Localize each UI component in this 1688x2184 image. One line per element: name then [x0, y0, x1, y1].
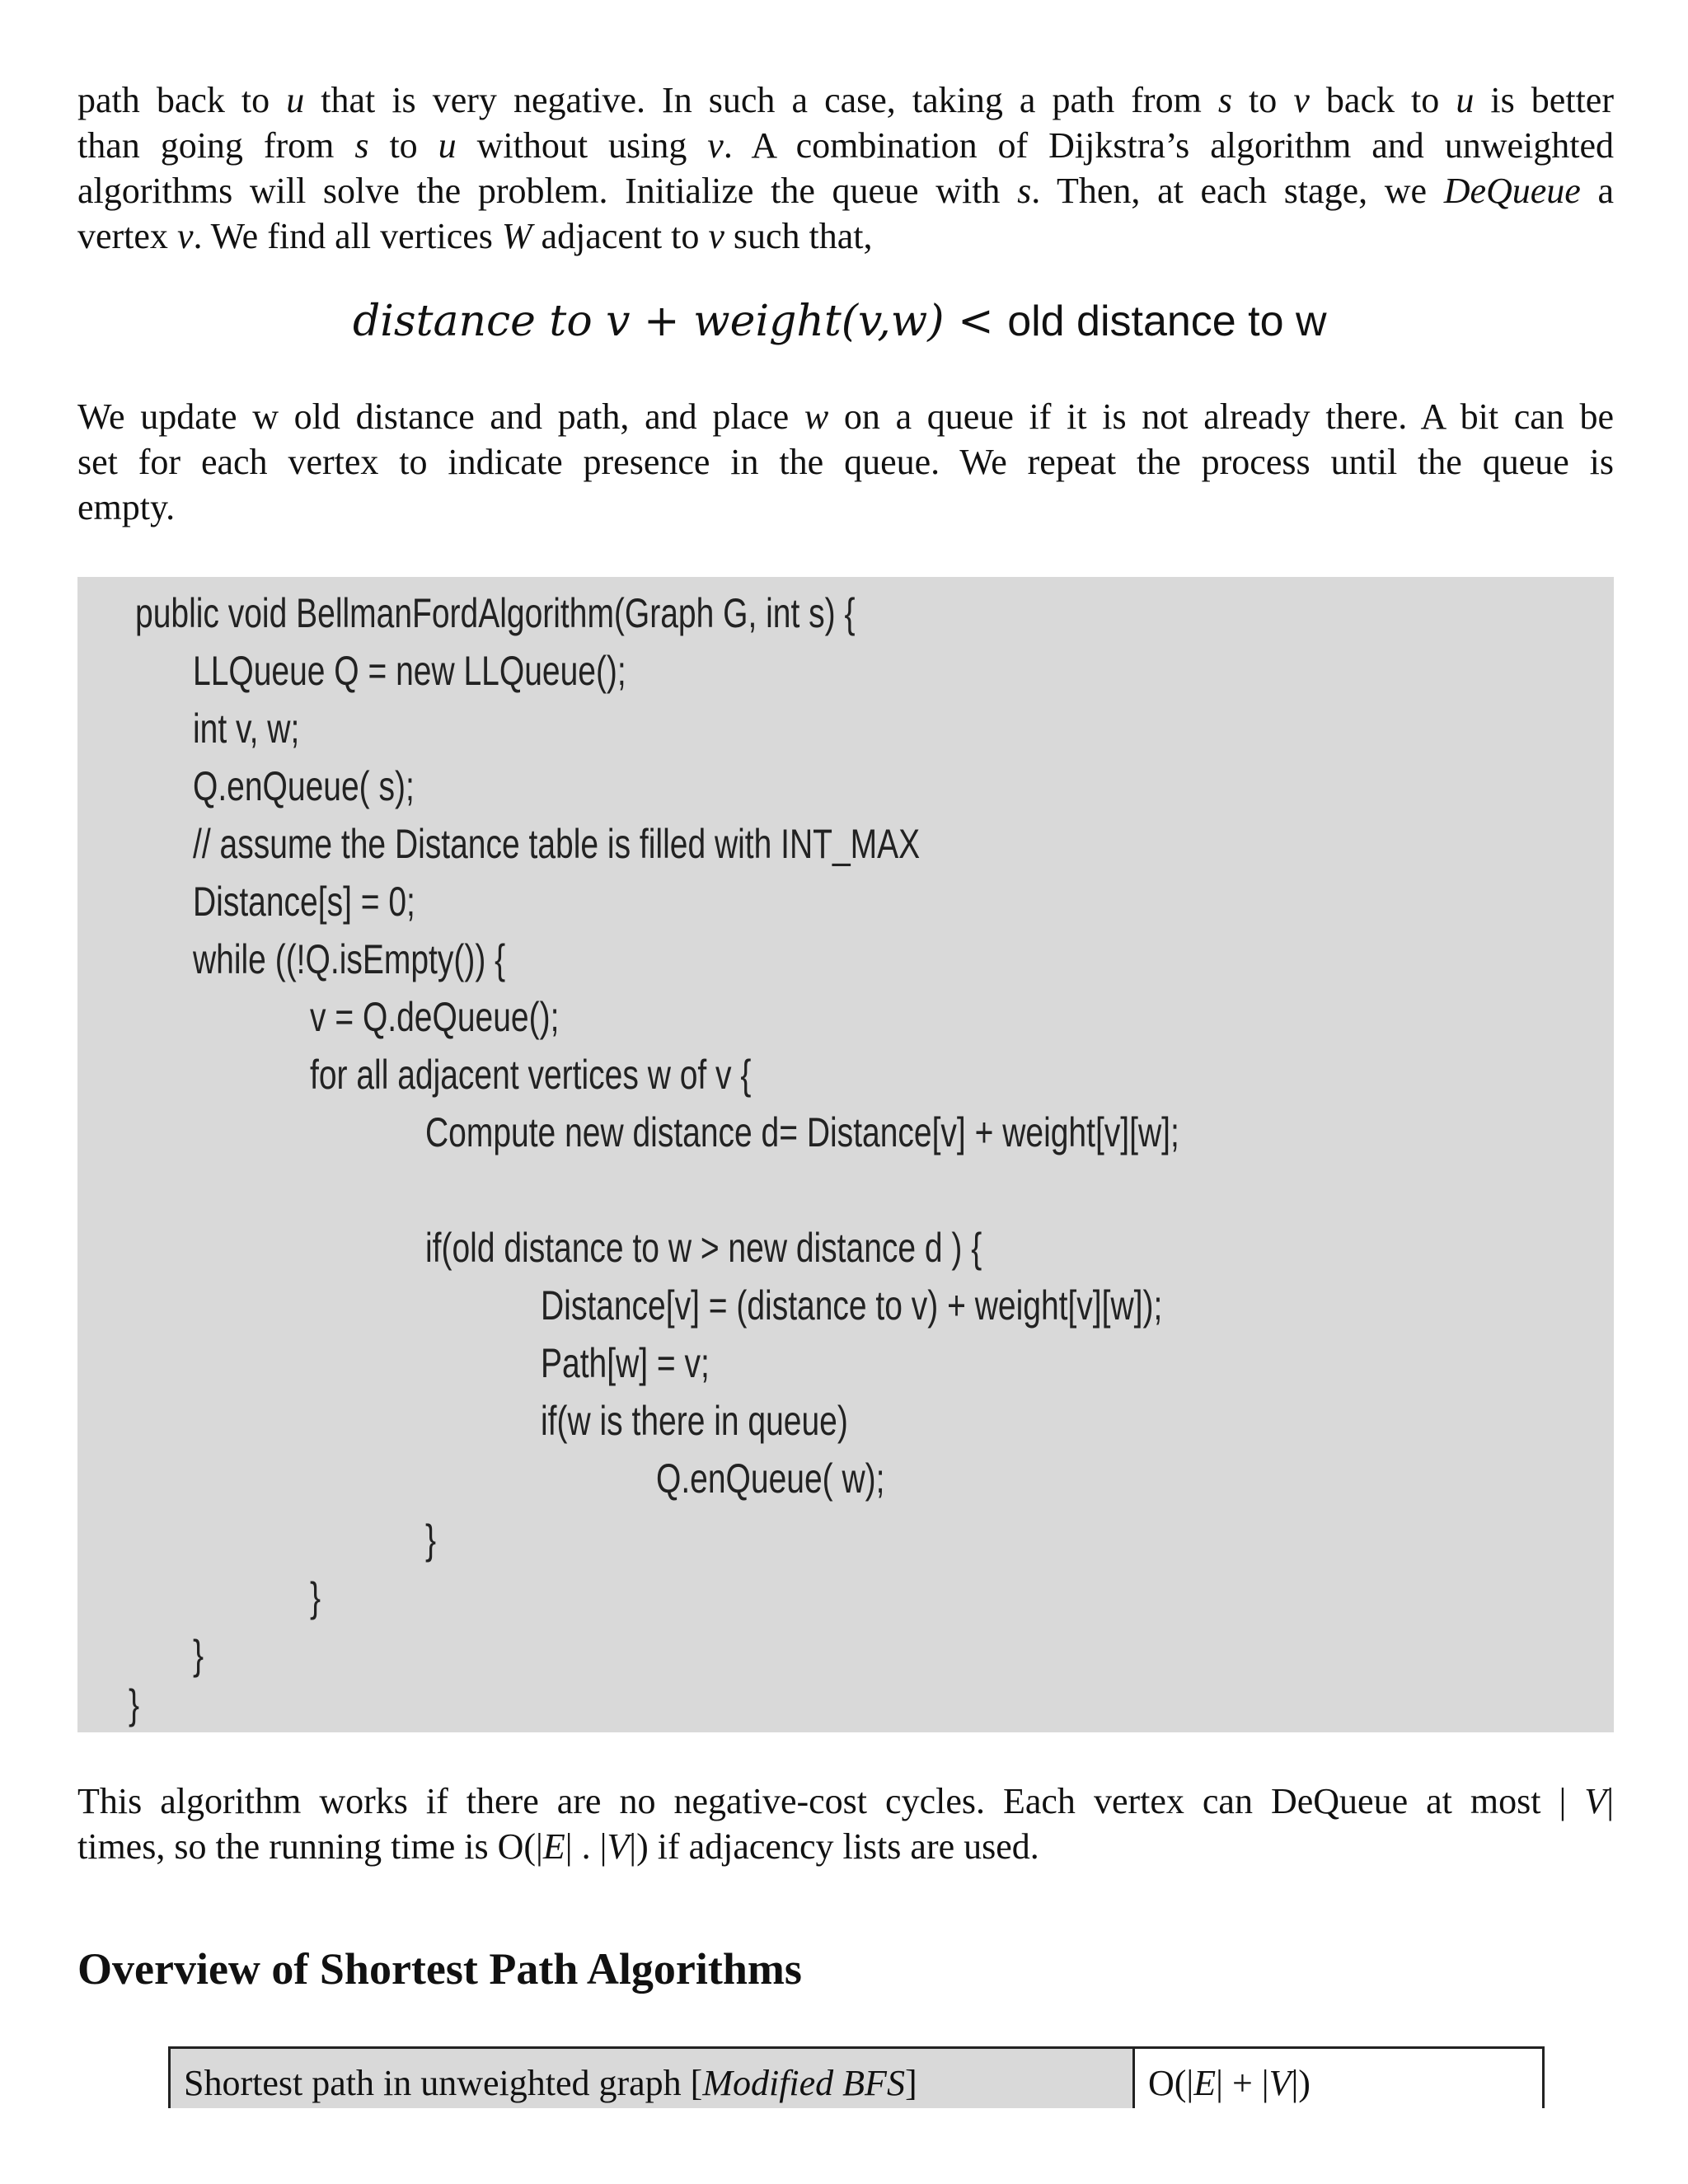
italic-term: u [438, 125, 457, 166]
italic-term: V [1584, 1781, 1607, 1821]
text-run: . Then, at each stage, we [1031, 171, 1444, 211]
formula-condition: distance to v + weight(v,w) < [353, 297, 1008, 346]
paragraph-line [77, 394, 1614, 439]
formula-old-distance: old distance to w [1007, 298, 1327, 345]
paragraph-line [77, 1779, 1614, 1824]
text-run: is better [1474, 80, 1614, 120]
running-time-paragraph [77, 1779, 1614, 1869]
text-run: |) if adjacency lists are used. [629, 1826, 1039, 1867]
code-closing-brace: } [425, 1516, 437, 1563]
text-run: to [368, 125, 438, 166]
italic-term: u [1456, 80, 1475, 120]
code-line: Q.enQueue( w); [656, 1455, 885, 1502]
code-line: LLQueue Q = new LLQueue(); [193, 648, 626, 694]
text-run: set for each vertex to indicate presence in the queue. We repeat the process until the queue is [77, 442, 1614, 482]
text-run: vertex [77, 216, 177, 256]
bellman-ford-code-listing [77, 577, 1614, 1732]
paragraph-line [77, 1824, 1614, 1869]
paragraph-line [77, 213, 1614, 259]
code-line: public void BellmanFordAlgorithm(Graph G, int s) { [135, 590, 856, 636]
code-line: if(w is there in queue) [541, 1398, 848, 1444]
text-run: a [1580, 171, 1614, 211]
code-line: Path[w] = v; [541, 1340, 710, 1386]
text-run: back to [1309, 80, 1456, 120]
code-line: Distance[v] = (distance to v) + weight[v][w]); [541, 1282, 1163, 1329]
text-run: to [1232, 80, 1294, 120]
text-run: without using [456, 125, 708, 166]
code-closing-brace: } [310, 1574, 321, 1620]
code-line: while ((!Q.isEmpty()) { [193, 936, 506, 982]
text-run: . We find all vertices [193, 216, 502, 256]
text-run: than going from [77, 125, 355, 166]
italic-term: V [1268, 2063, 1292, 2103]
paragraph-line [77, 77, 1614, 123]
text-run: that is very negative. In such a case, taking a path from [304, 80, 1218, 120]
code-line: v = Q.deQueue(); [310, 994, 560, 1040]
italic-term: v [176, 216, 194, 256]
text-run: | + | [1216, 2063, 1269, 2103]
intro-paragraph [77, 77, 1614, 259]
text-run: |) [1291, 2063, 1311, 2103]
text-run: on a queue if it is not already there. A bit can be [828, 396, 1615, 437]
text-run: . A combination of Dijkstra’s algorithm and unweighted [723, 125, 1615, 166]
distance-update-formula [353, 297, 1327, 346]
text-run: times, so the running time is O(| [77, 1826, 543, 1867]
text-run: path back to [77, 80, 287, 120]
text-run: Shortest path in unweighted graph [ [184, 2063, 703, 2103]
italic-term: Modified BFS [702, 2063, 905, 2103]
text-run: | [1606, 1781, 1614, 1821]
italic-term: w [804, 396, 829, 437]
code-closing-brace: } [129, 1681, 140, 1727]
text-run: algorithms will solve the problem. Initialize the queue with [77, 171, 1018, 211]
italic-term: s [1217, 80, 1232, 120]
text-run: This algorithm works if there are no negative-cost cycles. Each vertex can DeQueue at most | [77, 1781, 1585, 1821]
code-line: for all adjacent vertices w of v { [310, 1052, 752, 1098]
code-line: Compute new distance d= Distance[v] + weight[v][w]; [425, 1109, 1179, 1155]
italic-term: E [542, 1826, 565, 1867]
code-line: if(old distance to w > new distance d ) { [425, 1225, 982, 1271]
text-run: O(| [1148, 2063, 1194, 2103]
code-closing-brace: } [193, 1632, 204, 1678]
code-comment: // assume the Distance table is filled with INT_MAX [193, 821, 921, 867]
section-heading: Overview of Shortest Path Algorithms [77, 1944, 802, 1994]
italic-term: v [707, 125, 724, 166]
italic-term: v [1293, 80, 1310, 120]
italic-term: W [501, 216, 532, 256]
text-run: adjacent to [532, 216, 709, 256]
italic-term: v [708, 216, 724, 256]
text-run: ] [904, 2063, 917, 2103]
page-bottom-edge [0, 2108, 1688, 2184]
code-line: int v, w; [193, 705, 300, 752]
code-line: Q.enQueue( s); [193, 763, 415, 809]
paragraph-line [77, 168, 1614, 213]
italic-term: V [607, 1826, 630, 1867]
italic-term: s [354, 125, 369, 166]
text-run: We update w old distance and path, and place [77, 396, 804, 437]
paragraph-line [77, 485, 1614, 530]
italic-term: s [1017, 171, 1032, 211]
italic-term: E [1193, 2063, 1217, 2103]
update-paragraph [77, 394, 1614, 530]
text-run: empty. [77, 487, 176, 527]
paragraph-line [77, 123, 1614, 168]
italic-term: u [286, 80, 305, 120]
text-run: | . | [565, 1826, 607, 1867]
paragraph-line [77, 439, 1614, 485]
text-run: such that, [724, 216, 873, 256]
italic-term: DeQueue [1443, 171, 1581, 211]
code-line: Distance[s] = 0; [193, 879, 415, 925]
